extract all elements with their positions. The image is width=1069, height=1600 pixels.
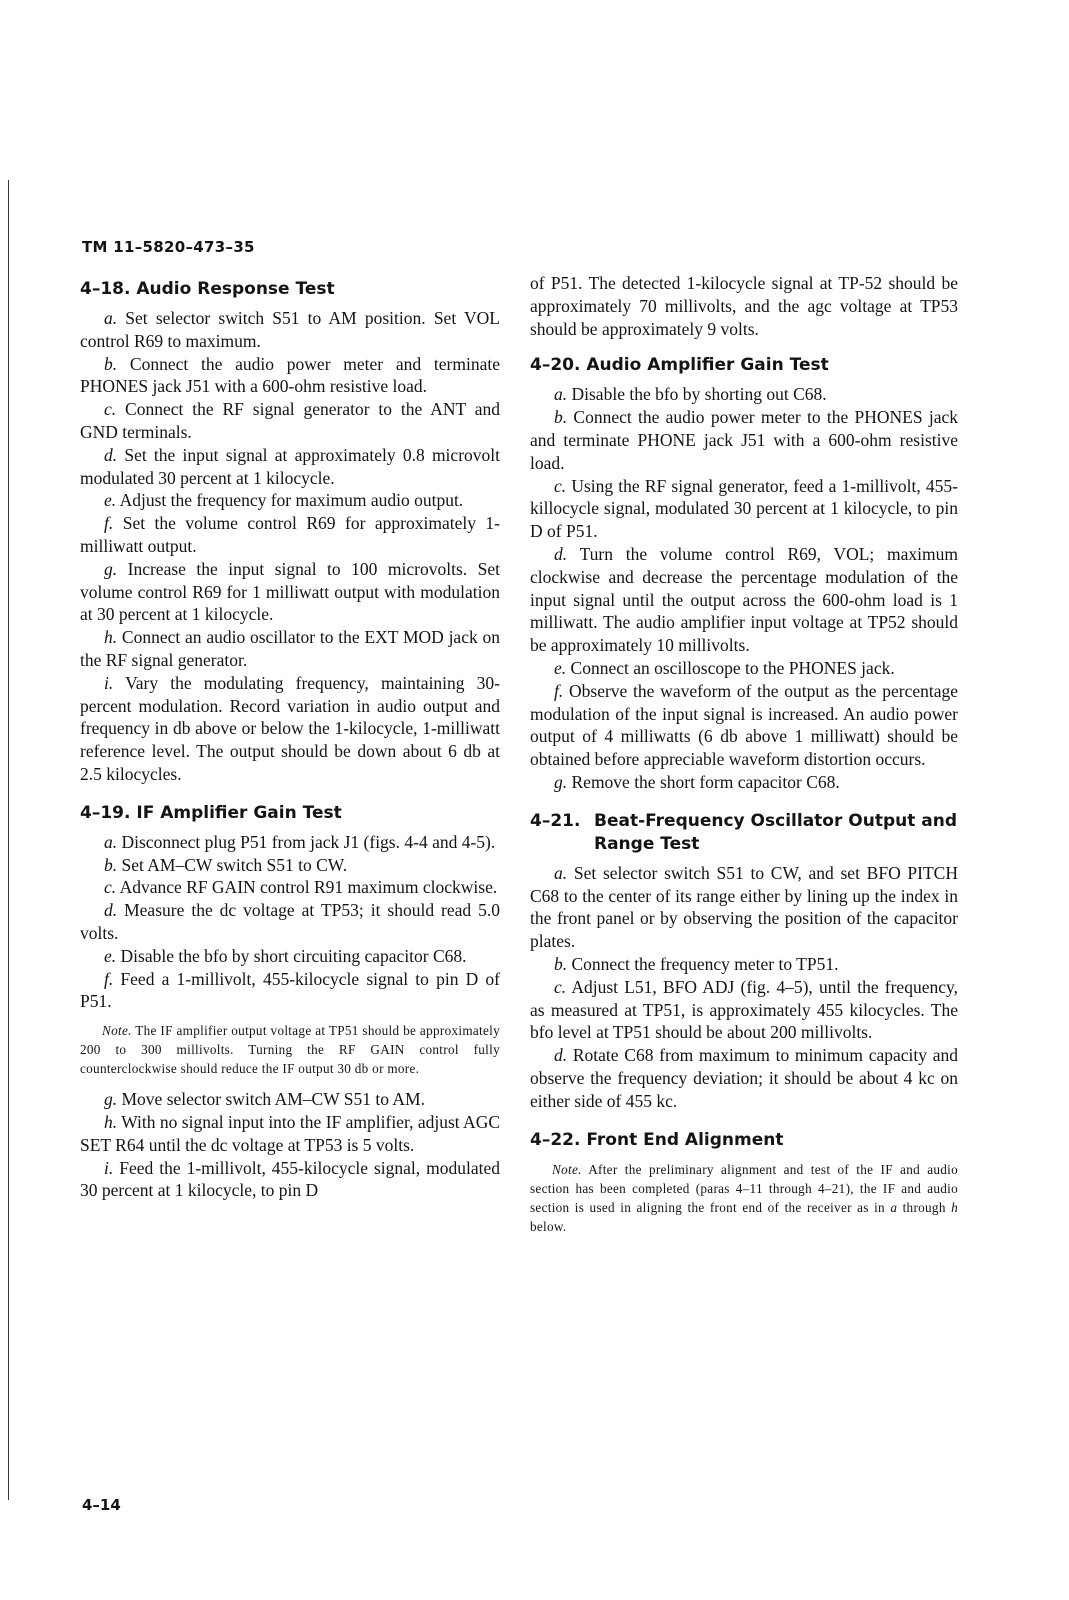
step-item bbox=[80, 626, 500, 672]
step-text: Increase the input signal to 100 microvolts. Set volume control R69 for 1 milliwatt output with modulation at 30 percent at 1 kilocycle. bbox=[80, 558, 500, 625]
step-item bbox=[80, 672, 500, 786]
step-letter: e. bbox=[104, 490, 117, 511]
step-item bbox=[530, 383, 958, 406]
step-text: Set selector switch S51 to AM position. Set VOL control R69 to maximum. bbox=[80, 308, 500, 351]
step-letter: a. bbox=[554, 862, 568, 883]
step-letter: d. bbox=[104, 900, 118, 921]
step-letter: f. bbox=[554, 680, 564, 701]
section-heading-4-19 bbox=[80, 802, 500, 825]
step-letter: a. bbox=[104, 831, 118, 852]
continued-paragraph: of P51. The detected 1-kilocycle signal at TP-52 should be approximately 70 millivolts, and the agc voltage at TP53 should be approximately 9 volts. bbox=[530, 273, 958, 339]
section-title: Audio Amplifier Gain Test bbox=[586, 355, 829, 376]
step-letter: c. bbox=[104, 877, 117, 898]
step-letter: b. bbox=[104, 854, 118, 875]
step-text: Set the volume control R69 for approximately 1-milliwatt output. bbox=[80, 513, 500, 556]
step-text: Rotate C68 from maximum to minimum capacity and observe the frequency deviation; it should be about 4 kc on either side of 455 kc. bbox=[530, 1045, 959, 1111]
step-text: Connect an oscilloscope to the PHONES jack. bbox=[570, 657, 895, 678]
step-letter: c. bbox=[554, 475, 567, 496]
note-if-amplifier bbox=[80, 1021, 500, 1078]
step-item bbox=[80, 307, 500, 353]
section-4-19-steps-continued bbox=[80, 1088, 500, 1202]
step-letter: a. bbox=[104, 308, 118, 328]
section-4-19-steps bbox=[80, 831, 500, 1013]
step-item bbox=[530, 657, 958, 680]
note-text: The IF amplifier output voltage at TP51 should be approximately 200 to 300 millivolts. Turning the RF GAIN control fully counterclockwise should reduce the IF output 30 db or more. bbox=[80, 1023, 501, 1077]
page-number: 4–14 bbox=[82, 1496, 121, 1514]
section-title: Beat-Frequency Oscillator Output and Range Test bbox=[594, 810, 958, 854]
step-letter: d. bbox=[554, 543, 568, 564]
step-letter: h. bbox=[104, 1111, 118, 1132]
step-item bbox=[80, 558, 500, 626]
step-item bbox=[530, 680, 958, 771]
step-text: Connect the frequency meter to TP51. bbox=[571, 953, 839, 974]
section-heading-4-22 bbox=[530, 1129, 958, 1152]
step-text: Using the RF signal generator, feed a 1-millivolt, 455-killocycle signal, modulated 30 percent at 1 kilocycle, to pin D of P51. bbox=[530, 475, 958, 542]
section-heading-4-21 bbox=[530, 810, 958, 856]
page-margin-line bbox=[8, 180, 9, 1500]
section-number: 4–22. bbox=[530, 1129, 581, 1150]
step-letter: b. bbox=[554, 953, 568, 974]
step-item bbox=[80, 831, 500, 854]
note-text: through bbox=[902, 1199, 946, 1215]
step-letter: g. bbox=[554, 771, 568, 792]
step-text: Set selector switch S51 to CW, and set BFO PITCH C68 to the center of its range either by lining up the index in the front panel or by observing the position of the capacitor plates. bbox=[530, 862, 958, 952]
step-item bbox=[530, 862, 958, 953]
note-letter: a bbox=[890, 1199, 898, 1215]
step-item bbox=[80, 876, 500, 899]
step-text: Connect the audio power meter to the PHONES jack and terminate PHONE jack J51 with a 600-ohm resistive load. bbox=[530, 407, 958, 473]
document-header: TM 11–5820–473–35 bbox=[82, 238, 255, 256]
step-letter: i. bbox=[104, 672, 114, 693]
step-text: Observe the waveform of the output as the percentage modulation of the input signal is increased. An audio power output of 4 milliwatts (6 db above 1 milliwatt) should be obtained before appreciable waveform distortion occurs. bbox=[530, 680, 959, 770]
step-text: Measure the dc voltage at TP53; it should read 5.0 volts. bbox=[80, 900, 501, 943]
step-item bbox=[530, 771, 958, 794]
step-text: Connect the audio power meter and terminate PHONES jack J51 with a 600-ohm resistive load. bbox=[80, 353, 501, 397]
section-title: IF Amplifier Gain Test bbox=[136, 802, 342, 823]
section-title: Front End Alignment bbox=[586, 1129, 784, 1150]
step-text: Adjust the frequency for maximum audio output. bbox=[119, 490, 464, 511]
step-letter: c. bbox=[554, 976, 567, 997]
step-item bbox=[530, 543, 958, 657]
step-letter: h. bbox=[104, 627, 118, 648]
step-letter: a. bbox=[554, 384, 568, 405]
step-item bbox=[80, 489, 500, 512]
step-item bbox=[80, 512, 500, 558]
step-item bbox=[80, 968, 500, 1014]
note-front-end bbox=[530, 1160, 958, 1236]
step-item bbox=[80, 899, 500, 945]
right-column bbox=[530, 272, 958, 1246]
step-letter: g. bbox=[104, 1089, 118, 1110]
step-letter: c. bbox=[104, 399, 117, 420]
left-column bbox=[80, 278, 500, 1202]
step-text: Set the input signal at approximately 0.8 microvolt modulated 30 percent at 1 kilocycle. bbox=[80, 444, 500, 488]
step-letter: f. bbox=[104, 513, 114, 534]
step-item bbox=[80, 945, 500, 968]
step-item bbox=[80, 1088, 500, 1111]
section-4-20-steps bbox=[530, 383, 958, 793]
step-item bbox=[80, 353, 500, 399]
step-text: Disable the bfo by short circuiting capacitor C68. bbox=[120, 945, 467, 966]
step-item bbox=[80, 398, 500, 444]
step-text: Vary the modulating frequency, maintaining 30-percent modulation. Record variation in audio output and frequency in db above or below the 1-kilocycle, 1-milliwatt reference level. The output should be down about 6 db at 2.5 kilocycles. bbox=[80, 672, 500, 784]
step-text: With no signal input into the IF amplifier, adjust AGC SET R64 until the dc voltage at TP53 is 5 volts. bbox=[80, 1111, 501, 1155]
step-text: Disconnect plug P51 from jack J1 (figs. 4-4 and 4-5). bbox=[121, 831, 496, 852]
step-letter: d. bbox=[104, 444, 118, 465]
step-text: Disable the bfo by shorting out C68. bbox=[571, 384, 827, 405]
section-number: 4–19. bbox=[80, 802, 131, 823]
step-letter: b. bbox=[104, 353, 118, 374]
step-letter: e. bbox=[104, 945, 117, 966]
section-4-21-steps bbox=[530, 862, 958, 1113]
section-4-18-steps bbox=[80, 307, 500, 786]
step-letter: d. bbox=[554, 1045, 568, 1066]
step-text: Turn the volume control R69, VOL; maximum clockwise and decrease the percentage modulation of the input signal until the output across the 600-ohm load is 1 milliwatt. The audio amplifier input voltage at TP52 should be approximately 10 millivolts. bbox=[530, 543, 958, 656]
note-label: Note. bbox=[552, 1161, 582, 1177]
note-text: below. bbox=[530, 1218, 567, 1234]
step-text: Advance RF GAIN control R91 maximum clockwise. bbox=[119, 877, 498, 898]
step-item bbox=[530, 406, 958, 474]
step-letter: i. bbox=[104, 1157, 114, 1178]
step-text: Feed a 1-millivolt, 455-kilocycle signal to pin D of P51. bbox=[80, 968, 500, 1012]
step-item bbox=[80, 444, 500, 490]
step-item bbox=[80, 854, 500, 877]
note-text: After the preliminary alignment and test of the IF and audio section has been completed (paras 4–11 through 4–21), the IF and audio section is used in aligning the front end of the receiver as in bbox=[530, 1161, 958, 1215]
section-number: 4–21. bbox=[530, 810, 581, 831]
step-item bbox=[80, 1111, 500, 1157]
note-letter: h bbox=[951, 1199, 958, 1215]
step-item bbox=[530, 976, 958, 1044]
section-number: 4–18. bbox=[80, 279, 131, 299]
section-heading-4-18 bbox=[80, 278, 500, 301]
step-letter: b. bbox=[554, 407, 568, 428]
step-item bbox=[530, 953, 958, 976]
step-item bbox=[530, 1044, 958, 1112]
section-title: Audio Response Test bbox=[136, 279, 335, 299]
step-text: Adjust L51, BFO ADJ (fig. 4–5), until the frequency, as measured at TP51, is approximately 455 kilocycles. The bfo level at TP51 should be about 200 millivolts. bbox=[530, 976, 958, 1043]
step-text: Remove the short form capacitor C68. bbox=[571, 771, 840, 792]
step-letter: g. bbox=[104, 558, 118, 579]
section-heading-4-20 bbox=[530, 354, 958, 377]
step-text: Feed the 1-millivolt, 455-kilocycle signal, modulated 30 percent at 1 kilocycle, to pin D bbox=[80, 1157, 501, 1201]
step-text: Connect the RF signal generator to the ANT and GND terminals. bbox=[80, 399, 501, 442]
step-letter: f. bbox=[104, 968, 114, 989]
step-item bbox=[80, 1157, 500, 1203]
step-text: Set AM–CW switch S51 to CW. bbox=[121, 854, 348, 875]
section-number: 4–20. bbox=[530, 355, 581, 376]
step-text: Connect an audio oscillator to the EXT MOD jack on the RF signal generator. bbox=[80, 627, 501, 670]
step-letter: e. bbox=[554, 657, 567, 678]
step-item bbox=[530, 475, 958, 543]
note-label: Note. bbox=[102, 1023, 132, 1039]
step-text: Move selector switch AM–CW S51 to AM. bbox=[121, 1089, 425, 1110]
